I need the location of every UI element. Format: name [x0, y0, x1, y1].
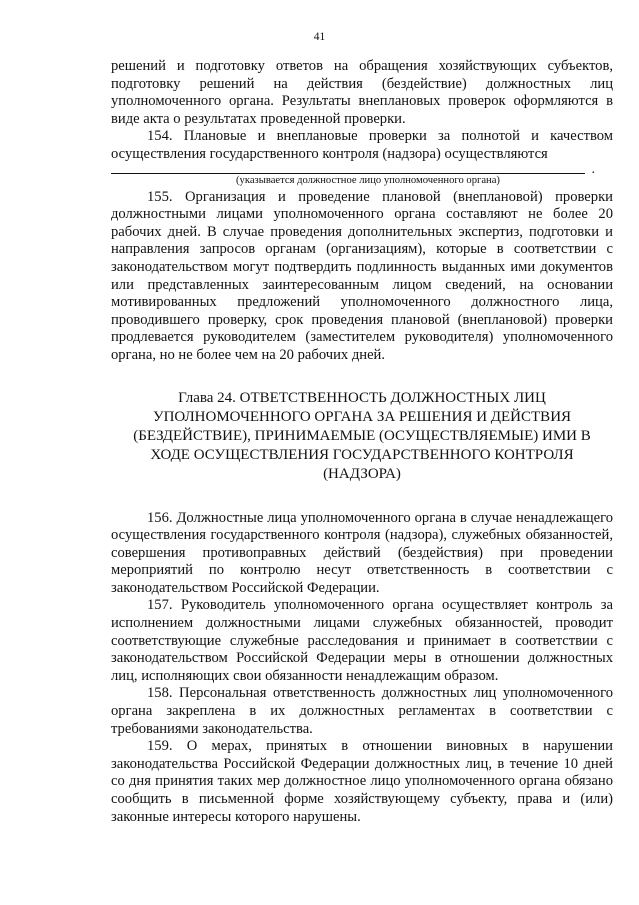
paragraph-154: 154. Плановые и внеплановые проверки за полнотой и качеством осуществления государственного контроля (надзора) осуществляются — [111, 128, 613, 162]
signature-line-dot: . — [591, 161, 595, 177]
paragraph-continuation: решений и подготовку ответов на обращения хозяйствующих субъектов, подготовку решений на действия (бездействие) должностных лиц уполномоченного органа. Результаты внеплановых проверок оформляются в виде акта о результатах проведенной проверки. — [111, 58, 613, 127]
page-number: 41 — [313, 31, 326, 43]
document-body — [111, 58, 613, 826]
paragraph-159: 159. О мерах, принятых в отношении виновных в нарушении законодательства Российской Федерации должностных лиц, в течение 10 дней со дня принятия таких мер должностное лицо уполномоченного органа обязано сообщить в письменной форме хозяйствующему субъекту, права и (или) законные интересы которого нарушены. — [111, 738, 613, 825]
paragraph-158: 158. Персональная ответственность должностных лиц уполномоченного органа закреплена в их должностных регламентах в соответствии с требованиями законодательства. — [111, 685, 613, 737]
chapter-title: Глава 24. ОТВЕТСТВЕННОСТЬ ДОЛЖНОСТНЫХ ЛИЦ УПОЛНОМОЧЕННОГО ОРГАНА ЗА РЕШЕНИЯ И ДЕЙСТВИЯ (БЕЗДЕЙСТВИЕ), ПРИНИМАЕМЫЕ (ОСУЩЕСТВЛЯЕМЫЕ) ИМИ В ХОДЕ ОСУЩЕСТВЛЕНИЯ ГОСУДАРСТВЕННОГО КОНТРОЛЯ (НАДЗОРА) — [133, 389, 591, 482]
signature-line — [111, 161, 595, 177]
paragraph-156: 156. Должностные лица уполномоченного органа в случае ненадлежащего осуществления государственного контроля (надзора), служебных обязанностей, совершения противоправных действий (бездействия) при проведении мероприятий по контролю несут ответственность в соответствии с законодательством Российской Федерации. — [111, 509, 613, 596]
paragraph-157: 157. Руководитель уполномоченного органа осуществляет контроль за исполнением должностными лицами служебных обязанностей, проводит соответствующие служебные расследования и принимает в соответствии с законодательством Российской Федерации меры в отношении должностных лиц, исполняющих свои обязанности ненадлежащим образом. — [111, 597, 613, 684]
signature-line-caption: (указывается должностное лицо уполномоченного органа) — [236, 174, 500, 186]
paragraph-155: 155. Организация и проведение плановой (внеплановой) проверки должностными лицами уполномоченного органа составляют не более 20 рабочих дней. В случае проведения дополнительных экспертиз, подготовки и направления запросов органам (организациям), которые в соответствии с законодательством могут подтвердить подлинность выданных ими документов или представленных заинтересованным лицом сведений, на основании мотивированных предложений уполномоченного должностного лица, проводившего проверку, срок проведения плановой (внеплановой) проверки продлевается руководителем (заместителем руководителя) уполномоченного органа, но не более чем на 20 рабочих дней. — [111, 188, 613, 363]
